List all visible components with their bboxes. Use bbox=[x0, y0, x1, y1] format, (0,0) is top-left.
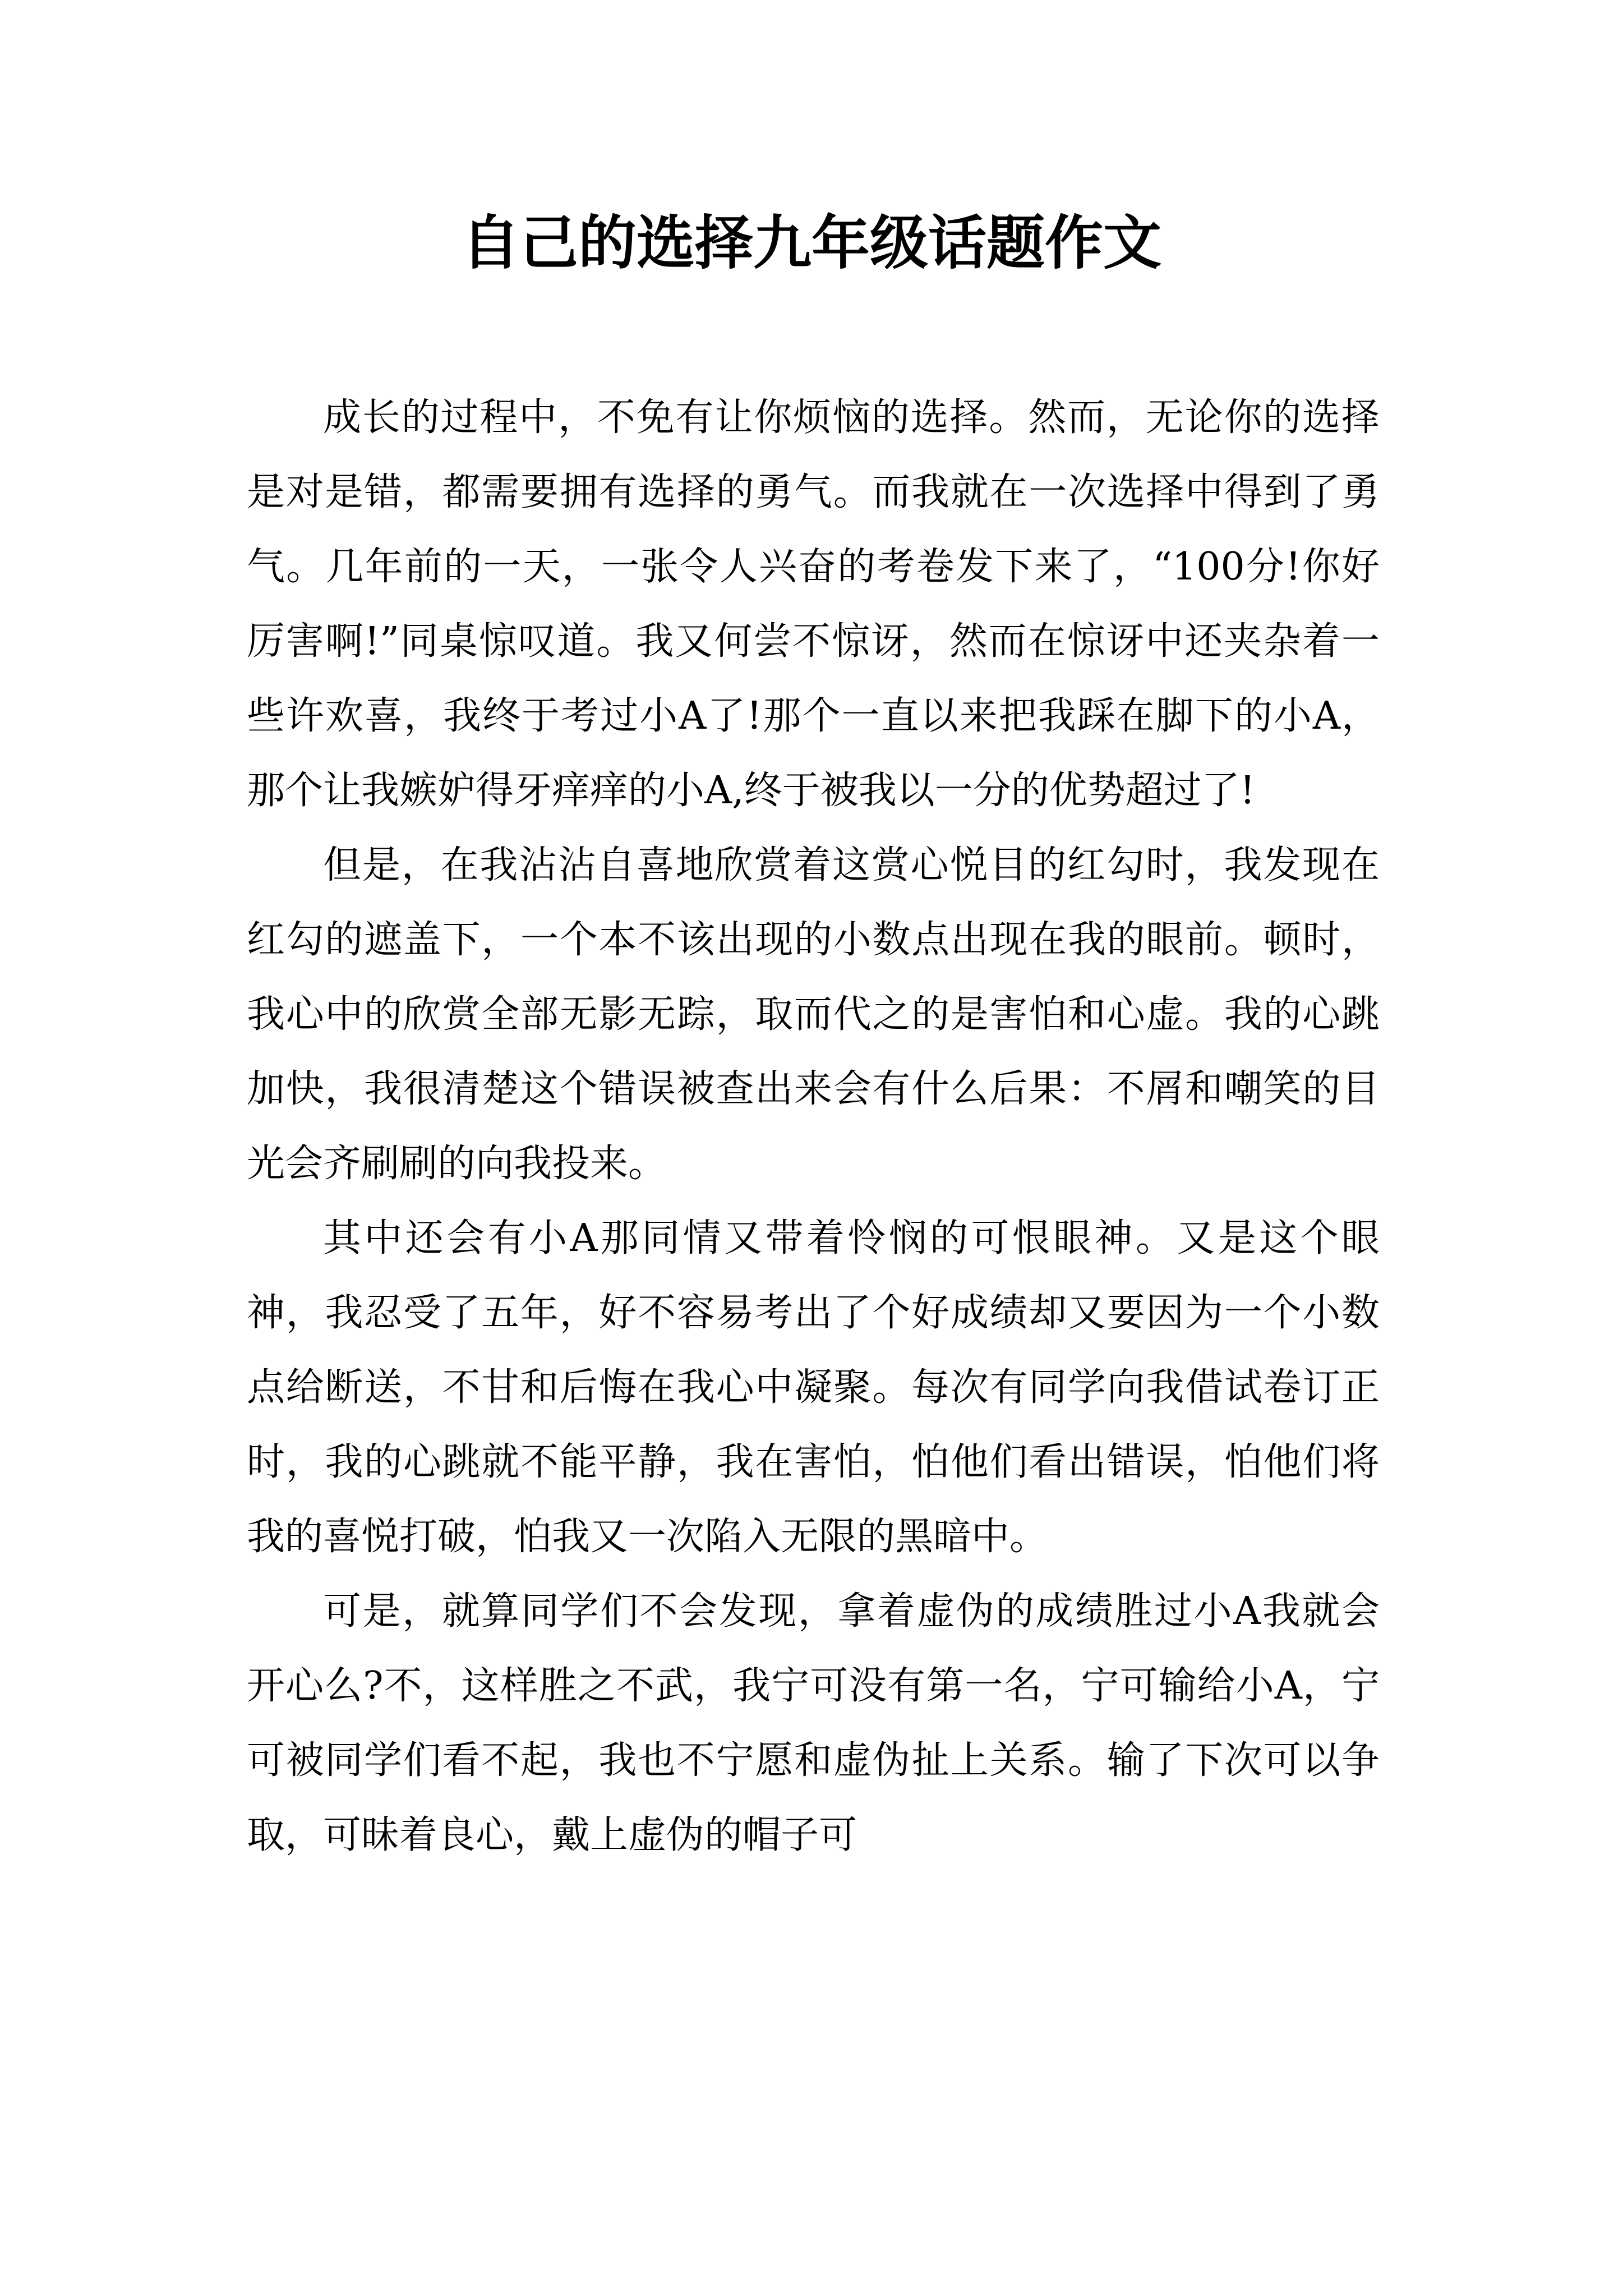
paragraph-3: 其中还会有小A那同情又带着怜悯的可恨眼神。又是这个眼神，我忍受了五年，好不容易考出了个好成绩却又要因为一个小数点给断送，不甘和后悔在我心中凝聚。每次有同学向我借试卷订正时，我的心跳就不能平静，我在害怕，怕他们看出错误，怕他们将我的喜悦打破，怕我又一次陷入无限的黑暗中。 bbox=[247, 1216, 1380, 1559]
paragraph-1: 成长的过程中，不免有让你烦恼的选择。然而，无论你的选择是对是错，都需要拥有选择的勇气。而我就在一次选择中得到了勇气。几年前的一天，一张令人兴奋的考卷发下来了，“100分!你好厉害啊!”同桌惊叹道。我又何尝不惊讶，然而在惊讶中还夹杂着一些许欢喜，我终于考过小A了!那个一直以来把我踩在脚下的小A，那个让我嫉妒得牙痒痒的小A,终于被我以一分的优势超过了! bbox=[247, 395, 1380, 813]
paragraph-4: 可是，就算同学们不会发现，拿着虚伪的成绩胜过小A我就会开心么?不，这样胜之不武，我宁可没有第一名，宁可输给小A，宁可被同学们看不起，我也不宁愿和虚伪扯上关系。输了下次可以争取，可昧着良心，戴上虚伪的帽子可 bbox=[247, 1589, 1380, 1857]
document-body bbox=[247, 380, 1380, 1872]
document-title: 自己的选择九年级话题作文 bbox=[461, 209, 1161, 277]
paragraph-2: 但是，在我沾沾自喜地欣赏着这赏心悦目的红勾时，我发现在红勾的遮盖下，一个本不该出现的小数点出现在我的眼前。顿时，我心中的欣赏全部无影无踪，取而代之的是害怕和心虚。我的心跳加快，我很清楚这个错误被查出来会有什么后果：不屑和嘲笑的目光会齐刷刷的向我投来。 bbox=[247, 843, 1380, 1186]
